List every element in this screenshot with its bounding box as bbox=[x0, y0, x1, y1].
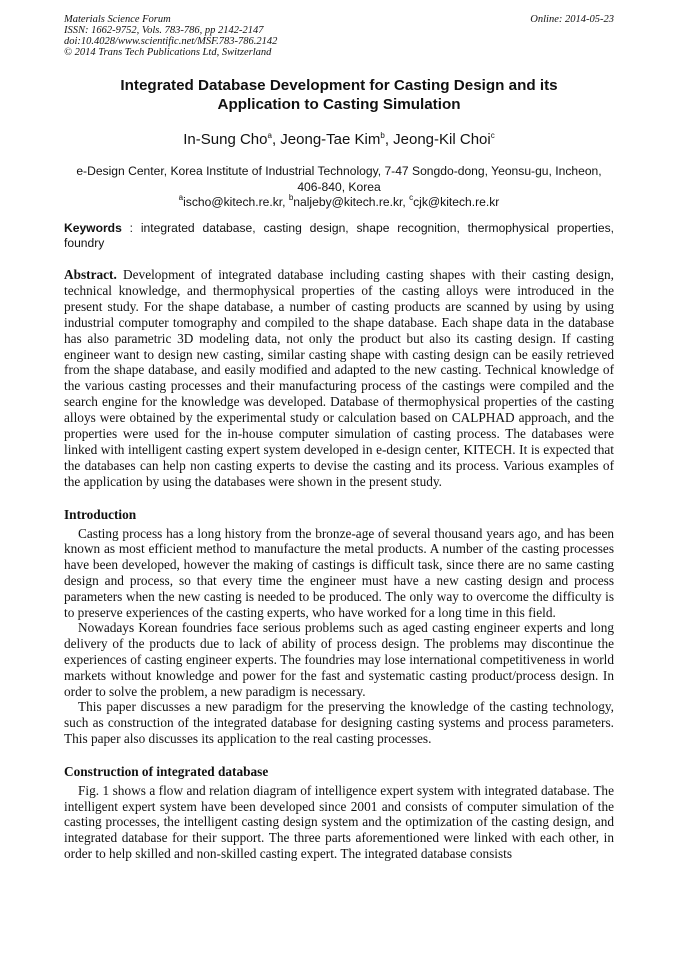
author: Jeong-Kil Choi$^c$ bbox=[393, 131, 495, 148]
construction-body bbox=[64, 783, 614, 862]
paragraph: Fig. 1 shows a flow and relation diagram of intelligence expert system with integrated database. The intelligent expert system have been developed since 2001 and consists of computer simulation of the casting processes, the intelligent casting design system and the optimization of the casting design, and integrated database for their support. The three parts aforementioned were linked with each other, in order to help skilled and non-skilled casting expert. The integrated database consists bbox=[64, 782, 614, 862]
affiliation: e-Design Center, Korea Institute of Industrial Technology, 7-47 Songdo-dong, Yeonsu-gu, Incheon, 406-840, Korea bbox=[76, 164, 602, 194]
paragraph: Casting process has a long history from the bronze-age of several thousand years ago, and has been known as most efficient method to manufacture the metal products. A number of the casting processes have been developed, however the making of castings is difficult task, since there are no same casting design and process, so that every time the engineer must have a new casting design and process parameters when the new casting is needed to be produced. The only way to overcome the difficulty is to preserve experiences of the casting experts, who have worked for a long time in this field. bbox=[64, 525, 614, 620]
paragraph: This paper discusses a new paradigm for the preserving the knowledge of the casting technology, such as construction of the integrated database for designing casting systems and process parameters. This paper also discusses its application to the real casting processes. bbox=[64, 699, 614, 747]
author-list bbox=[64, 131, 614, 149]
journal-name: Materials Science Forum bbox=[64, 14, 171, 25]
title-line-1: Integrated Database Development for Casting Design and its bbox=[120, 77, 558, 94]
author: Jeong-Tae Kim$^b$, bbox=[280, 131, 394, 148]
paper-title bbox=[64, 76, 614, 114]
keywords-text: : integrated database, casting design, shape recognition, thermophysical properties, foundry bbox=[64, 221, 614, 250]
paper-page bbox=[64, 14, 614, 862]
email: $^c$cjk@kitech.re.kr bbox=[409, 193, 500, 209]
abstract bbox=[64, 267, 614, 490]
publication-header bbox=[64, 14, 614, 58]
paragraph: Nowadays Korean foundries face serious problems such as aged casting engineer experts and long delivery of the products due to lack of ability of process design. The problems may discontinue the experiences of casting engineer experts. The foundries may lose international competitiveness in world markets without knowledge and power for the fast and systematic casting product/process design. In order to solve the problem, a new paradigm is necessary. bbox=[64, 620, 614, 699]
abstract-text: Development of integrated database including casting shapes with their casting design, technical knowledge, and thermophysical properties of the casting alloys were introduced in the present study. For the shape database, a number of casting products are scanned by using by using industrial computer tomography and compiled to the shape database. Each shape data in the database has also parametric 3D modeling data, not only the product but also its casting design. If casting engineer want to design new casting, similar casting shape with casting design can be easily retrieved from the shape database, and easily modified and adapted to the new casting. Technical knowledge of the various casting processes and their manufacturing process of the castings were compiled and the search engine for the knowledge was developed. Database of thermophysical properties of the casting alloys were obtained by the experimental study or calculation based on CALPHAD approach, and the properties were used for the in-house computer simulation of casting process. The databases were linked with intelligent casting expert system developed in e-design center, KITECH. It is expected that the databases can help non casting experts to devise the casting and its process. Various examples of the application by using the databases were shown in the present study. bbox=[64, 267, 614, 489]
abstract-label: Abstract. bbox=[64, 267, 117, 282]
introduction-body bbox=[64, 526, 614, 747]
email: $^b$naljeby@kitech.re.kr, bbox=[288, 193, 410, 209]
author: In-Sung Cho$^a$, bbox=[183, 131, 281, 148]
online-date: Online: 2014-05-23 bbox=[530, 14, 614, 25]
email: $^a$ischo@kitech.re.kr, bbox=[178, 193, 289, 209]
doi-line: doi:10.4028/www.scientific.net/MSF.783-786.2142 bbox=[64, 36, 278, 47]
title-line-2: Application to Casting Simulation bbox=[217, 96, 461, 113]
copyright-line: © 2014 Trans Tech Publications Ltd, Switzerland bbox=[64, 47, 272, 58]
keywords bbox=[64, 221, 614, 250]
author-emails bbox=[64, 195, 614, 210]
section-heading-construction: Construction of integrated database bbox=[64, 763, 269, 779]
keywords-label: Keywords bbox=[64, 221, 122, 235]
section-heading-introduction: Introduction bbox=[64, 506, 137, 522]
issn-line: ISSN: 1662-9752, Vols. 783-786, pp 2142-2147 bbox=[64, 25, 264, 36]
